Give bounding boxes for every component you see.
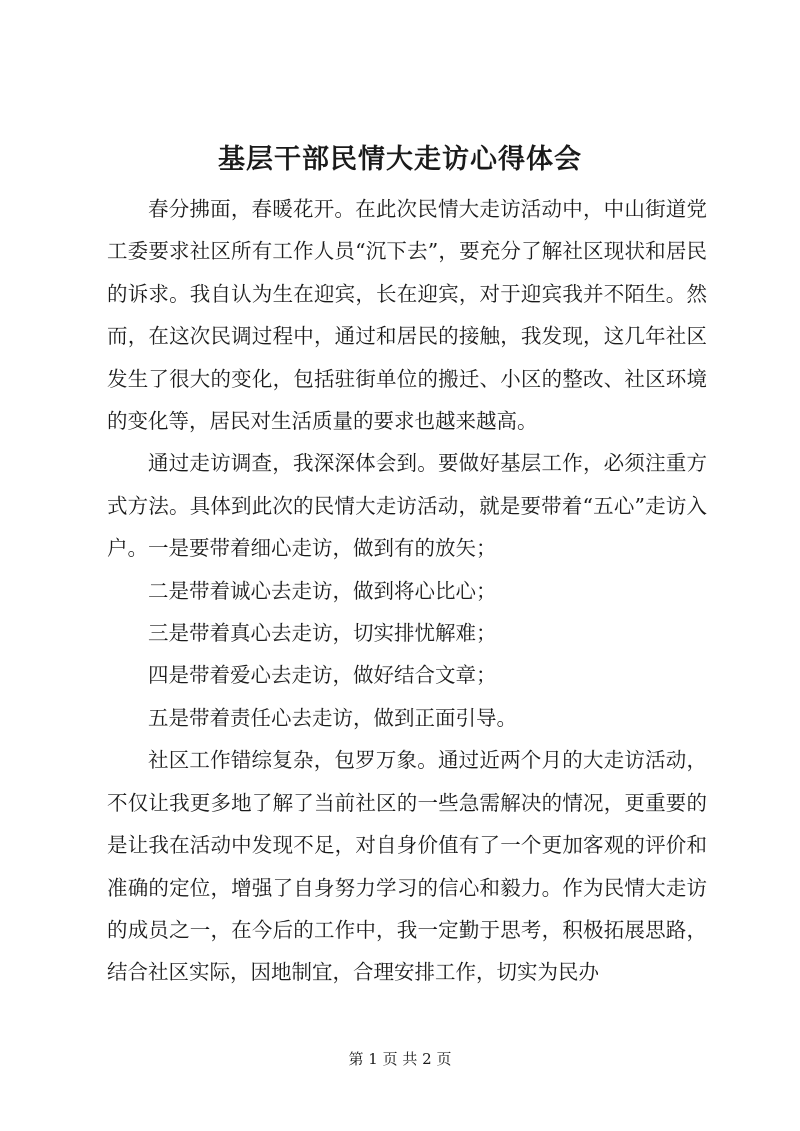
paragraph-1: 春分拂面，春暖花开。在此次民情大走访活动中，中山街道党工委要求社区所有工作人员“沉下去”，要充分了解社区现状和居民的诉求。我自认为生在迎宾，长在迎宾，对于迎宾我并不陌生。然而，在这次民调过程中，通过和居民的接触，我发现，这几年社区发生了很大的变化，包括驻街单位的搬迁、小区的整改、社区环境的变化等，居民对生活质量的要求也越来越高。 [107, 197, 707, 434]
page-number-footer: 第 1 页 共 2 页 [348, 1050, 452, 1068]
paragraph-6: 五是带着责任心去走访，做到正面引导。 [148, 705, 517, 730]
paragraph-2: 通过走访调查，我深深体会到。要做好基层工作，必须注重方式方法。具体到此次的民情大走访活动，就是要带着“五心”走访入户。一是要带着细心走访，做到有的放矢； [107, 451, 707, 561]
paragraph-5: 四是带着爱心去走访，做好结合文章； [148, 663, 497, 688]
paragraph-3: 二是带着诚心去走访，做到将心比心； [148, 578, 497, 603]
paragraph-4: 三是带着真心去走访，切实排忧解难； [148, 621, 497, 646]
document-title: 基层干部民情大走访心得体会 [218, 144, 582, 175]
document-body [107, 188, 707, 994]
paragraph-7: 社区工作错综复杂，包罗万象。通过近两个月的大走访活动，不仅让我更多地了解了当前社区的一些急需解决的情况，更重要的是让我在活动中发现不足，对自身价值有了一个更加客观的评价和准确的定位，增强了自身努力学习的信心和毅力。作为民情大走访的成员之一，在今后的工作中，我一定勤于思考，积极拓展思路，结合社区实际，因地制宜，合理安排工作，切实为民办 [107, 748, 707, 985]
